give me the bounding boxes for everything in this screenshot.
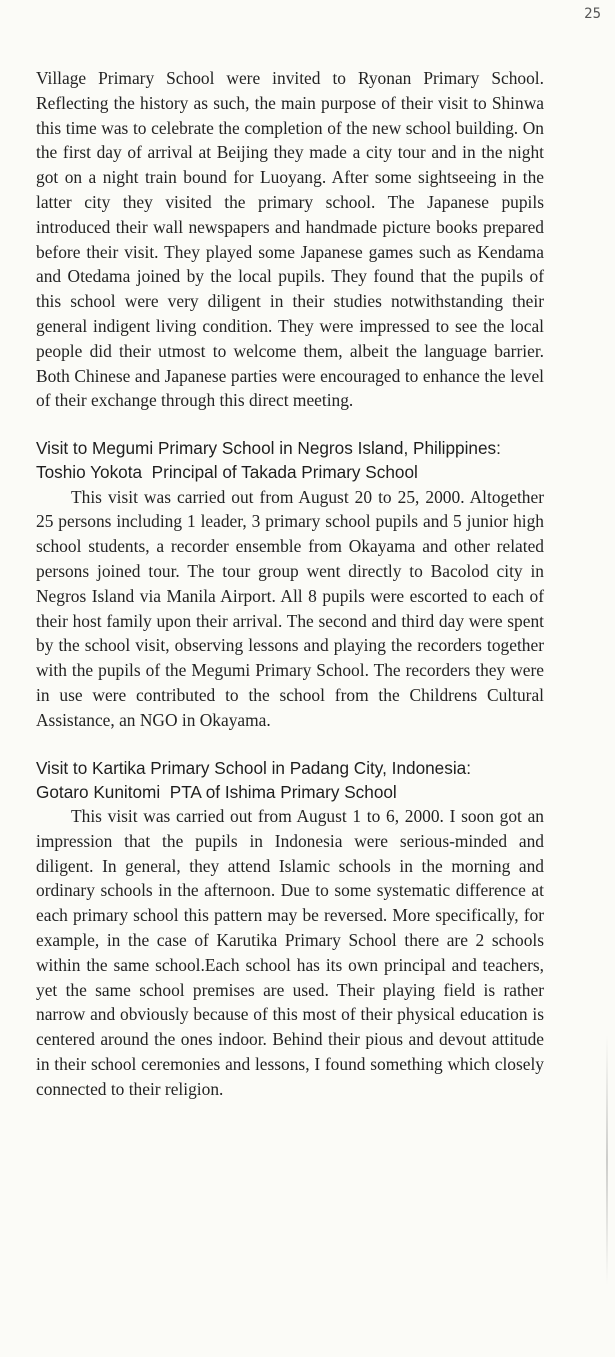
article-body (36, 66, 544, 1102)
section-body: This visit was carried out from August 1 to 6, 2000. I soon got an impression that the pupils in Indonesia were serious-minded and diligent. In general, they attend Islamic schools in the morning and ordinary schools in the afternoon. Due to some systematic difference at each primary school this pattern may be reversed. More specifically, for example, in the case of Karutika Primary School there are 2 schools within the same school.Each school has its own principal and teachers, yet the same school premises are used. Their playing field is rather narrow and obviously because of this most of their physical education is centered around the ones indoor. Behind their pious and devout attitude in their school ceremonies and lessons, I found something which closely connected to their religion. (36, 805, 544, 1099)
section-author: Toshio Yokota Principal of Takada Primary School (36, 462, 418, 483)
section-megumi (36, 436, 544, 732)
section-title: Visit to Megumi Primary School in Negros Island, Philippines: (36, 438, 501, 459)
intro-paragraph: Village Primary School were invited to Ryonan Primary School. Reflecting the history as such, the main purpose of their visit to Shinwa this time was to celebrate the completion of the new school building. On the first day of arrival at Beijing they made a city tour and in the night got on a night train bound for Luoyang. After some sightseeing in the latter city they visited the primary school. The Japanese pupils introduced their wall newspapers and handmade picture books prepared before their visit. They played some Japanese games such as Kendama and Otedama joined by the local pupils. They found that the pupils of this school were very diligent in their studies notwithstanding their general indigent living condition. They were impressed to see the local people did their utmost to welcome them, albeit the language barrier. Both Chinese and Japanese parties were encouraged to enhance the level of their exchange through this direct meeting. (36, 68, 544, 411)
section-body: This visit was carried out from August 20 to 25, 2000. Altogether 25 persons including 1 leader, 3 primary school pupils and 5 junior high school students, a recorder ensemble from Okayama and other related persons joined tour. The tour group went directly to Bacolod city in Negros Island via Manila Airport. All 8 pupils were escorted to each of their host family upon their arrival. The second and third day were spent by the school visit, observing lessons and playing the recorders together with the pupils of the Megumi Primary School. The recorders they were in use were contributed to the school from the Childrens Cultural Assistance, an NGO in Okayama. (36, 486, 544, 730)
section-title: Visit to Kartika Primary School in Padang City, Indonesia: (36, 757, 471, 778)
section-author: Gotaro Kunitomi PTA of Ishima Primary School (36, 781, 397, 802)
page-binding-shadow (606, 1035, 608, 1285)
section-kartika (36, 756, 544, 1102)
page-number: 25 (584, 6, 601, 22)
